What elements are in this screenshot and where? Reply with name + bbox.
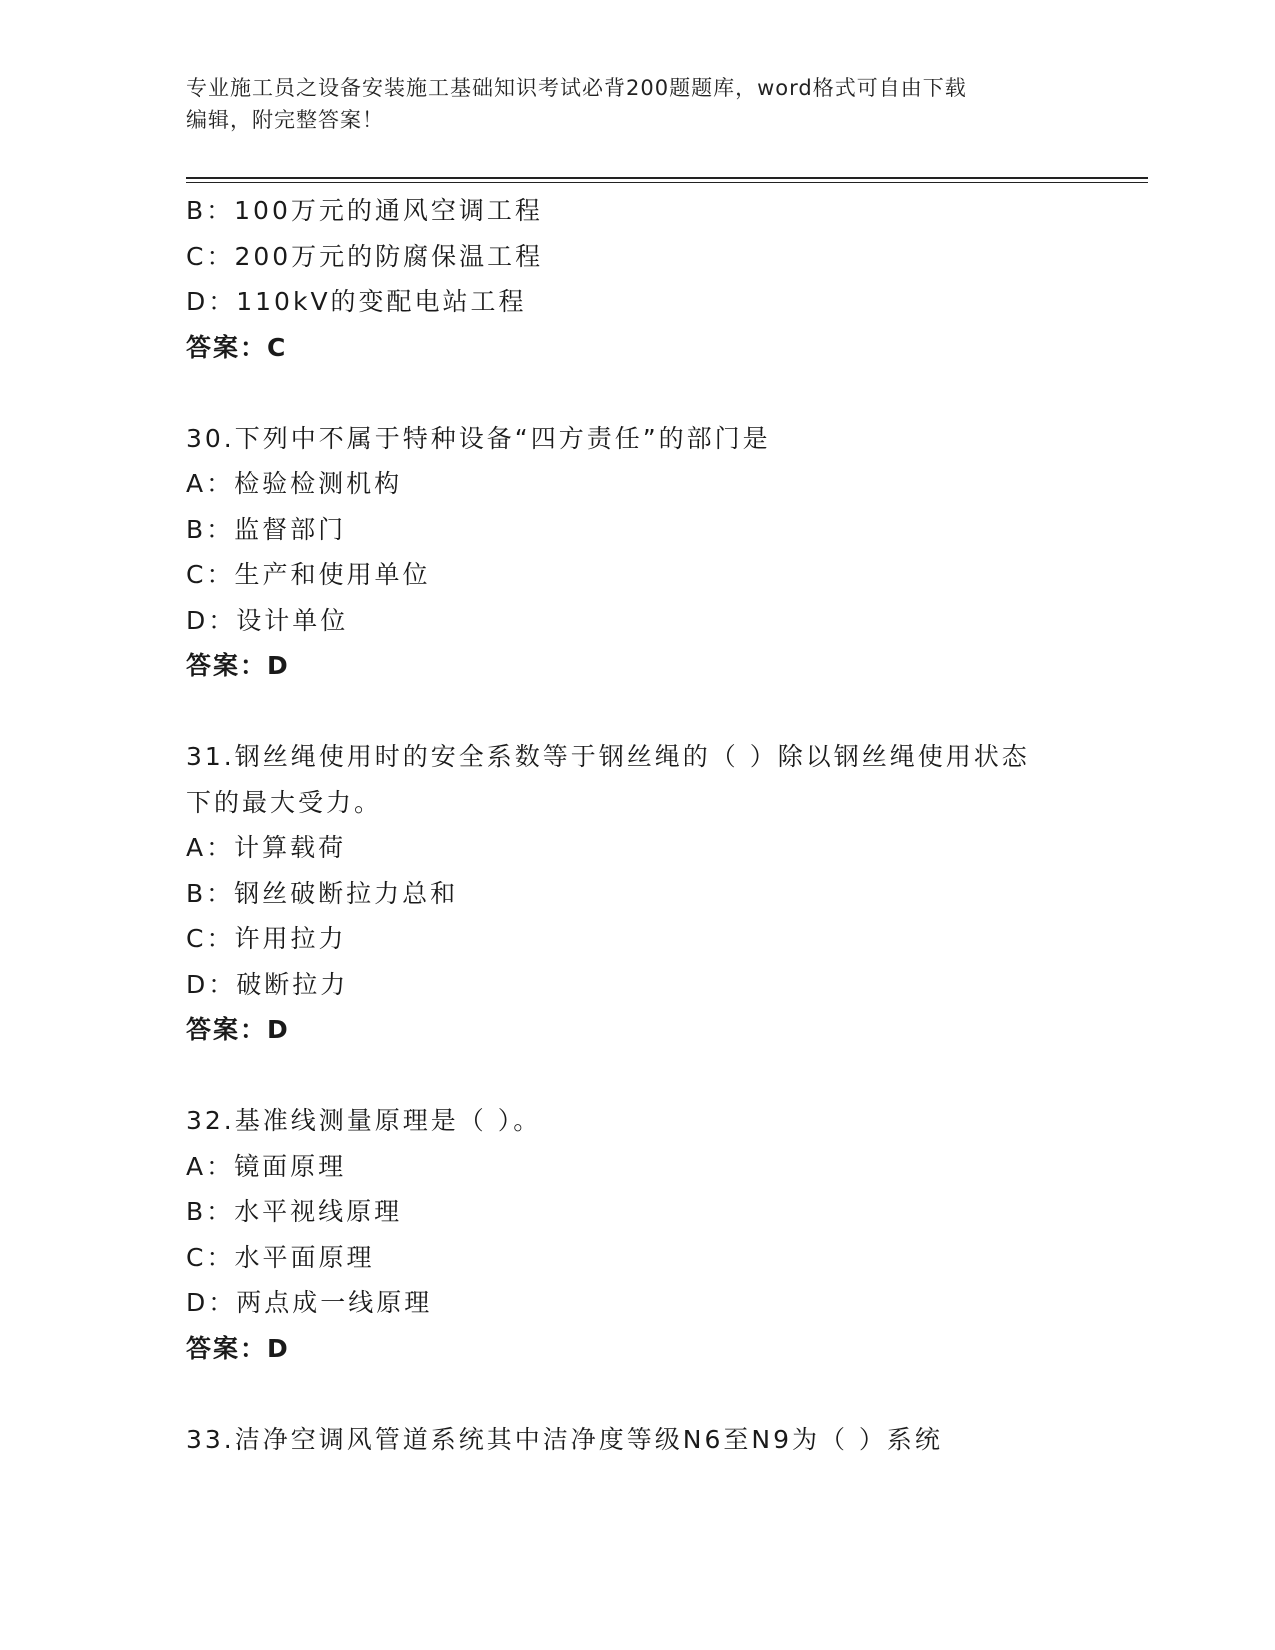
- question-list: [186, 188, 1086, 1462]
- question-stem: 32.基准线测量原理是（ ）。: [186, 1106, 542, 1135]
- previous-question-tail: [186, 188, 1086, 370]
- option-c: C：许用拉力: [186, 924, 347, 953]
- option-b: B：钢丝破断拉力总和: [186, 878, 459, 908]
- question-32: [186, 1098, 1086, 1371]
- option-a: A：检验检测机构: [186, 469, 403, 498]
- question-31: [186, 734, 1086, 1053]
- option-b: B：水平视线原理: [186, 1197, 403, 1226]
- option-d: D：两点成一线原理: [186, 1288, 433, 1317]
- option-a: A：计算载荷: [186, 833, 347, 862]
- answer-line: 答案：D: [186, 1333, 290, 1363]
- option-d: D：设计单位: [186, 605, 349, 635]
- question-spacer: [186, 370, 1086, 416]
- option-c: C：水平面原理: [186, 1242, 375, 1272]
- option-c: C：200万元的防腐保温工程: [186, 241, 544, 271]
- question-stem: 30.下列中不属于特种设备“四方责任”的部门是: [186, 423, 771, 453]
- header-title-line-1: 专业施工员之设备安装施工基础知识考试必背200题题库，word格式可自由下载: [186, 76, 967, 100]
- answer-line: 答案：D: [186, 1015, 290, 1044]
- option-b: B：监督部门: [186, 514, 347, 544]
- option-d: D：110kV的变配电站工程: [186, 287, 527, 316]
- question-stem: 33.洁净空调风管道系统其中洁净度等级N6至N9为（ ）系统: [186, 1424, 943, 1454]
- answer-line: 答案：D: [186, 651, 290, 680]
- header-title-line-2: 编辑，附完整答案！: [186, 108, 384, 132]
- question-stem: 31.钢丝绳使用时的安全系数等于钢丝绳的（ ）除以钢丝绳使用状态: [186, 742, 1030, 771]
- option-a: A：镜面原理: [186, 1151, 347, 1181]
- question-stem-continued: 下的最大受力。: [186, 787, 383, 817]
- option-d: D：破断拉力: [186, 969, 349, 999]
- question-spacer: [186, 1371, 1086, 1417]
- question-30: [186, 416, 1086, 689]
- question-33: [186, 1417, 1086, 1463]
- document-header: [186, 72, 1066, 136]
- option-c: C：生产和使用单位: [186, 560, 431, 589]
- header-divider-thin: [186, 182, 1148, 183]
- question-spacer: [186, 1053, 1086, 1099]
- question-spacer: [186, 689, 1086, 735]
- header-divider-thick: [186, 177, 1148, 179]
- option-b: B：100万元的通风空调工程: [186, 196, 543, 225]
- answer-line: 答案：C: [186, 332, 288, 362]
